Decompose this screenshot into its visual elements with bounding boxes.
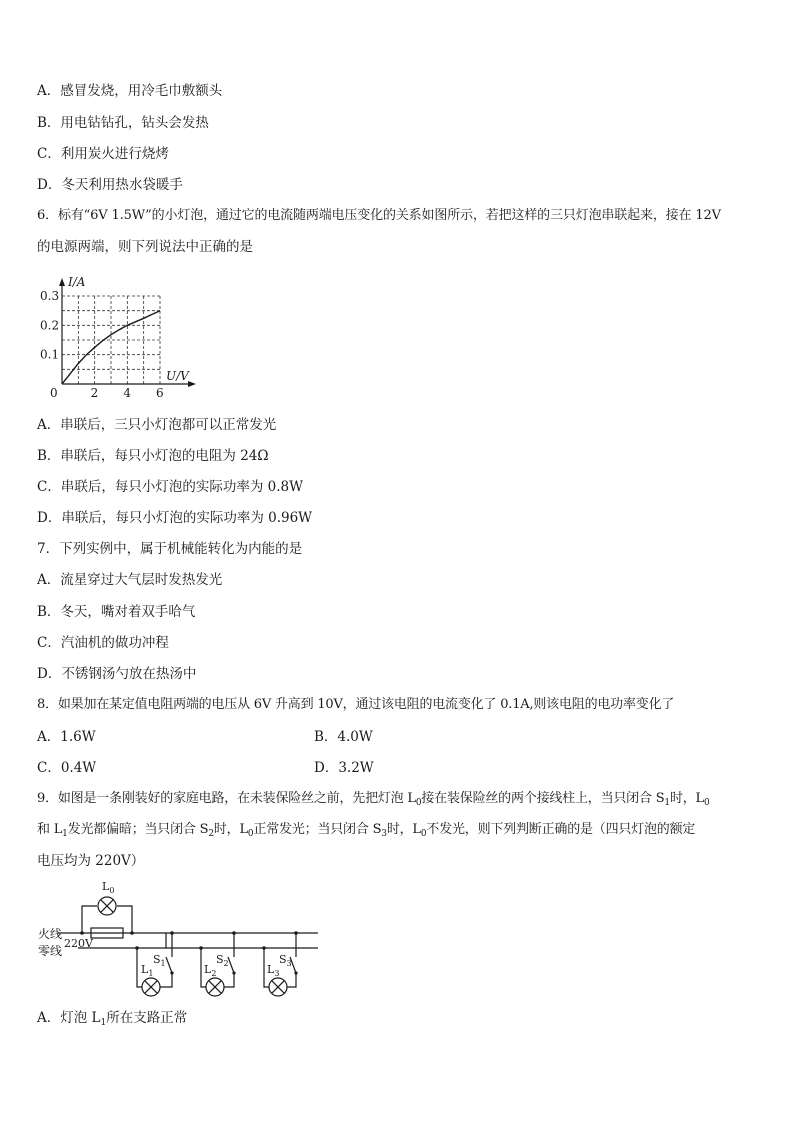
iu-graph xyxy=(32,272,202,402)
q7-option-a: A．流星穿过大气层时发热发光 xyxy=(37,572,223,588)
y-axis-label: I/A xyxy=(68,275,86,289)
x-tick-label: 6 xyxy=(156,386,164,400)
q8-stem: 8．如果加在某定值电阻两端的电压从 6V 升高到 10V，通过该电阻的电流变化了 0.1A,则该电阻的电功率变化了 xyxy=(37,697,675,712)
origin-label: 0 xyxy=(50,386,58,400)
label-s1: $S_1$ xyxy=(153,953,166,968)
q5-option-d: D．冬天利用热水袋暖手 xyxy=(37,177,183,193)
label-l0: $L_0$ xyxy=(102,880,115,895)
q9-option-a: A．灯泡 $L_1$所在支路正常 xyxy=(37,1010,188,1028)
label-l1: $L_1$ xyxy=(141,963,154,978)
q5-option-b: B．用电钻钻孔，钻头会发热 xyxy=(37,115,209,131)
x-axis-arrow xyxy=(188,381,196,387)
q6-stem-line1: 6．标有“6V 1.5W”的小灯泡，通过它的电流随两端电压变化的关系如图所示，若把这样的三只灯泡串联起来，接在 12V xyxy=(37,208,721,223)
y-tick-label: 0.1 xyxy=(40,347,60,362)
q9-stem-line2: 和 $L_1$发光都偏暗；当只闭合 $S_2$时，$L_0$正常发光；当只闭合 $S_3$时，$L_0$不发光，则下列判断正确的是（四只灯泡的额定 xyxy=(37,822,696,839)
household-circuit-diagram xyxy=(36,877,336,1002)
q7-stem: 7．下列实例中，属于机械能转化为内能的是 xyxy=(37,541,303,557)
x-tick-label: 4 xyxy=(123,386,131,400)
x-tick-label: 2 xyxy=(90,386,99,400)
q8-option-b: B．4.0W xyxy=(314,729,373,745)
q7-option-b: B．冬天，嘴对着双手哈气 xyxy=(37,604,196,620)
y-axis-arrow xyxy=(59,278,65,286)
switch-s2-icon xyxy=(228,957,234,973)
q8-option-d: D．3.2W xyxy=(314,760,374,776)
q6-option-c: C．串联后，每只小灯泡的实际功率为 0.8W xyxy=(37,479,303,495)
label-l2: $L_2$ xyxy=(204,963,217,978)
y-tick-label: 0.2 xyxy=(40,318,60,333)
q8-option-c: C．0.4W xyxy=(37,760,97,776)
label-s2: $S_2$ xyxy=(216,953,229,968)
chart-ticks xyxy=(40,289,164,400)
q5-option-c: C．利用炭火进行烧烤 xyxy=(37,146,169,162)
label-voltage: 220V xyxy=(64,937,93,950)
q6-option-d: D．串联后，每只小灯泡的实际功率为 0.96W xyxy=(37,510,313,526)
q9-stem-line3: 电压均为 220V） xyxy=(37,853,145,869)
y-tick-label: 0.3 xyxy=(40,289,60,303)
q5-option-a: A．感冒发烧，用冷毛巾敷额头 xyxy=(37,83,223,99)
q6-stem-line2: 的电源两端，则下列说法中正确的是 xyxy=(37,239,253,255)
q7-option-c: C．汽油机的做功冲程 xyxy=(37,635,169,651)
q7-option-d: D．不锈钢汤勺放在热汤中 xyxy=(37,666,197,682)
q9-stem-line1: 9．如图是一条刚装好的家庭电路，在未装保险丝之前，先把灯泡 $L_0$接在装保险丝的两个接线柱上，当只闭合 $S_1$时，$L_0$ xyxy=(37,791,710,808)
chart-grid xyxy=(62,296,160,384)
x-axis-label: U/V xyxy=(166,369,189,383)
label-s3: $S_3$ xyxy=(279,953,292,968)
q8-option-a: A．1.6W xyxy=(37,729,96,745)
label-neutral-wire: 零线 xyxy=(38,944,63,958)
label-l3: $L_3$ xyxy=(267,963,280,978)
q6-option-b: B．串联后，每只小灯泡的电阻为 24Ω xyxy=(37,448,269,464)
label-live-wire: 火线 xyxy=(38,927,63,941)
switch-s1-icon xyxy=(166,957,172,973)
q6-option-a: A．串联后，三只小灯泡都可以正常发光 xyxy=(37,417,277,433)
